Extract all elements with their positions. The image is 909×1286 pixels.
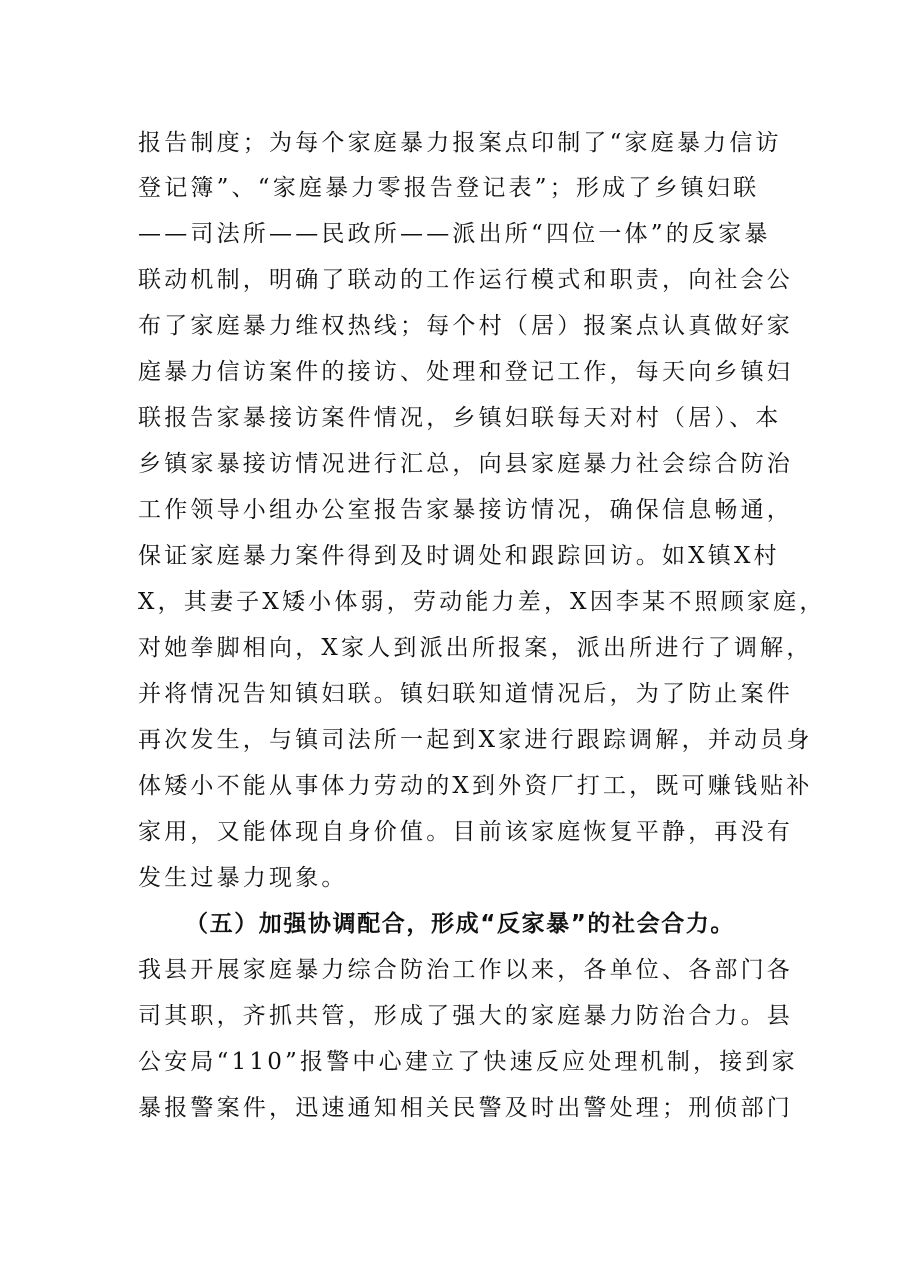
- text-line: 工作领导小组办公室报告家暴接访情况，确保信息畅通，: [138, 497, 793, 523]
- text-line: 保证家庭暴力案件得到及时调处和跟踪回访。如X镇X村: [138, 543, 780, 569]
- text-line: X，其妻子X矮小体弱，劳动能力差，X因李某不照顾家庭，: [138, 589, 826, 615]
- section-heading: （五）加强协调配合，形成“反家暴”的社会合力。: [185, 911, 736, 937]
- text-line: 报告制度；为每个家庭暴力报案点印制了“家庭暴力信访: [138, 130, 782, 156]
- text-line: 公安局“110”报警中心建立了快速反应处理机制，接到家: [138, 1049, 798, 1075]
- text-line: 我县开展家庭暴力综合防治工作以来，各单位、各部门各: [138, 957, 793, 983]
- text-line: 体矮小不能从事体力劳动的X到外资厂打工，既可赚钱贴补: [138, 773, 813, 799]
- text-line: 布了家庭暴力维权热线；每个村（居）报案点认真做好家: [138, 313, 793, 339]
- text-line: 庭暴力信访案件的接访、处理和登记工作，每天向乡镇妇: [138, 359, 793, 385]
- text-line: 再次发生，与镇司法所一起到X家进行跟踪调解，并动员身: [138, 727, 813, 753]
- text-line: 对她拳脚相向，X家人到派出所报案，派出所进行了调解，: [138, 635, 813, 661]
- text-line: 暴报警案件，迅速通知相关民警及时出警处理；刑侦部门: [138, 1095, 793, 1121]
- text-line: ——司法所——民政所——派出所“四位一体”的反家暴: [138, 221, 771, 247]
- text-line: 司其职，齐抓共管，形成了强大的家庭暴力防治合力。县: [138, 1003, 793, 1029]
- text-line: 乡镇家暴接访情况进行汇总，向县家庭暴力社会综合防治: [138, 451, 793, 477]
- text-line: 联报告家暴接访案件情况，乡镇妇联每天对村（居）、本: [138, 405, 782, 431]
- text-line: 并将情况告知镇妇联。镇妇联知道情况后，为了防止案件: [138, 681, 793, 707]
- text-line: 联动机制，明确了联动的工作运行模式和职责，向社会公: [138, 267, 793, 293]
- text-line: 登记簿”、“家庭暴力零报告登记表”；形成了乡镇妇联: [138, 175, 760, 201]
- text-line: 发生过暴力现象。: [138, 865, 348, 891]
- text-line: 家用，又能体现自身价值。目前该家庭恢复平静，再没有: [138, 819, 793, 845]
